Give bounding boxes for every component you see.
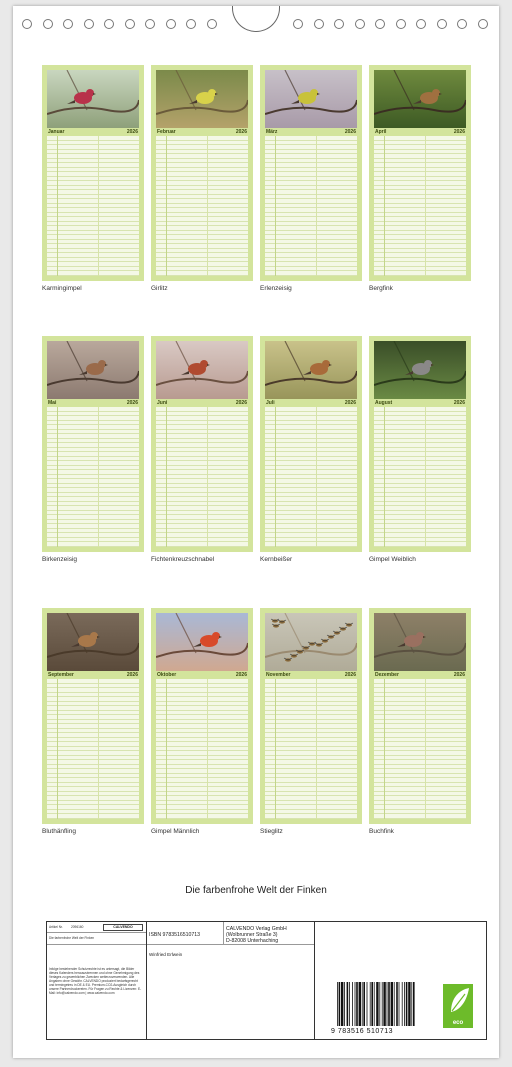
binding-hole [314,19,324,29]
publisher-name: CALVENDO Verlag GmbH [226,926,287,932]
month-header [156,400,248,407]
bird-photo [374,613,466,671]
month-photo [374,70,466,128]
bird-caption: Bluthänfling [42,828,76,835]
month-year: 2026 [344,129,356,135]
binding-hole [478,19,488,29]
binding-hole [43,19,53,29]
month-header [265,400,357,407]
month-name: Juni [157,400,168,406]
bird-photo [265,70,357,128]
month-name: August [375,400,393,406]
bird-caption: Buchfink [369,828,394,835]
binding-hole [457,19,467,29]
binding-hole [84,19,94,29]
bird-caption: Gimpel Männlich [151,828,200,835]
day-grid [47,407,139,547]
month-year: 2026 [344,672,356,678]
month-card [260,65,362,281]
day-grid [374,136,466,276]
month-header [156,672,248,679]
binding-hole [293,19,303,29]
month-name: Juli [266,400,275,406]
bird-photo [47,70,139,128]
month-header [47,400,139,407]
month-card [369,65,471,281]
day-grid [265,407,357,547]
month-year: 2026 [235,672,247,678]
day-grid [265,136,357,276]
footer-right-column [314,922,486,1039]
bird-photo [47,613,139,671]
bird-caption: Kernbeißer [260,556,293,563]
day-grid [374,407,466,547]
month-header [374,400,466,407]
month-photo [374,341,466,399]
month-name: Mai [48,400,57,406]
isbn: ISBN 9783516510713 [149,932,201,938]
month-photo [47,341,139,399]
month-photo [47,613,139,671]
day-grid [374,679,466,819]
binding-hole [63,19,73,29]
binding-hole [125,19,135,29]
month-year: 2026 [126,400,138,406]
publisher-logo: CALVENDO [103,924,143,931]
author-name: Winfried Erlwein [149,952,183,957]
binding-hole [166,19,176,29]
month-header [265,129,357,136]
binding-hole [355,19,365,29]
eco-label: eco [452,1020,464,1026]
binding-hole [334,19,344,29]
month-header [374,672,466,679]
bird-photo [156,613,248,671]
bird-caption: Birkenzeisig [42,556,78,563]
binding-hole [104,19,114,29]
month-name: Februar [157,129,176,135]
binding-hole [375,19,385,29]
month-photo [156,70,248,128]
bird-caption: Fichtenkreuzschnabel [151,556,215,563]
disclaimer-text: Infolge bestehender Schutzrechte ist es untersagt, die Bilder dieses Kalenders herauszutrennen und ohne Genehmigung des Verlages zu gewerblichen Zwecken weiterzuverwenden. Alle Angaben ohne Gewähr. CALVENDO produziert bedarfsgerecht und termingetreu in DE & EU. Premium-CO2-Ausgleich durch unsere Partnerdruckereien. Für Fragen zu Rechte & Lizenzen: E-Mail: info@calvendo.com | www.calvendo.com [49,967,142,995]
month-name: Oktober [157,672,177,678]
bird-photo [265,613,357,671]
month-year: 2026 [453,400,465,406]
month-year: 2026 [235,400,247,406]
month-card [260,608,362,824]
day-grid [156,407,248,547]
article-label: Artikel Nr. [49,925,63,929]
product-title: Die farbenfrohe Welt der Finken [49,936,95,940]
barcode [335,982,415,1026]
month-name: April [375,129,387,135]
month-header [265,672,357,679]
binding-hole [396,19,406,29]
product-info-footer [46,921,487,1040]
barcode-number: 9 783516 510713 [331,1028,393,1035]
month-header [374,129,466,136]
month-name: März [266,129,278,135]
month-card [42,65,144,281]
article-number: 2096160 [71,925,84,929]
month-photo [156,341,248,399]
month-card [151,608,253,824]
bird-photo [265,341,357,399]
month-year: 2026 [235,129,247,135]
bird-photo [156,70,248,128]
month-header [47,672,139,679]
month-card [369,608,471,824]
month-name: November [266,672,291,678]
bird-caption: Girlitz [151,285,168,292]
month-card [42,336,144,552]
footer-left-column [47,922,147,1039]
eco-logo [443,984,473,1028]
binding-hole [207,19,217,29]
month-header [47,129,139,136]
month-year: 2026 [344,400,356,406]
month-card [260,336,362,552]
month-card [151,336,253,552]
bird-photo [156,341,248,399]
binding-hole [22,19,32,29]
month-photo [265,613,357,671]
month-photo [265,70,357,128]
month-year: 2026 [453,129,465,135]
day-grid [47,679,139,819]
binding-hole [145,19,155,29]
bird-caption: Karmingimpel [42,285,82,292]
bird-caption: Erlenzeisig [260,285,292,292]
bird-caption: Gimpel Weiblich [369,556,416,563]
month-photo [265,341,357,399]
day-grid [156,136,248,276]
publisher-city: D-82008 Unterhaching [226,938,279,944]
binding-hole [437,19,447,29]
publisher-street: (Wolbrunner Straße 3) [226,932,278,938]
month-photo [156,613,248,671]
bird-caption: Stieglitz [260,828,283,835]
month-card [369,336,471,552]
day-grid [156,679,248,819]
calendar-title: Die farbenfrohe Welt der Finken [185,885,327,896]
footer-middle-column [147,922,314,1039]
binding-hole [186,19,196,29]
binding-hole [416,19,426,29]
calendar-page [13,6,499,1058]
month-header [156,129,248,136]
month-photo [374,613,466,671]
month-photo [47,70,139,128]
bird-photo [374,341,466,399]
month-name: Januar [48,129,65,135]
bird-caption: Bergfink [369,285,393,292]
bird-photo [374,70,466,128]
leaf-icon [443,984,473,1018]
month-year: 2026 [453,672,465,678]
month-year: 2026 [126,129,138,135]
month-card [151,65,253,281]
month-name: September [48,672,74,678]
day-grid [47,136,139,276]
month-name: Dezember [375,672,399,678]
day-grid [265,679,357,819]
month-year: 2026 [126,672,138,678]
month-card [42,608,144,824]
bird-photo [47,341,139,399]
